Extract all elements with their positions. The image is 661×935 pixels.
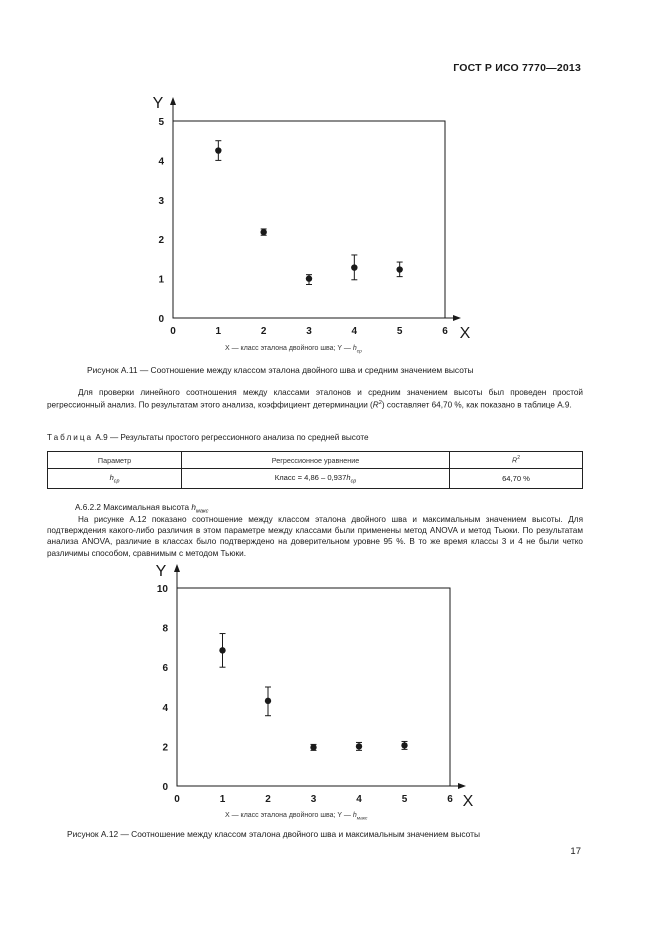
figure-a12-data-point — [310, 744, 316, 750]
figure-a12-x-tick-label: 0 — [174, 794, 180, 805]
figure-a11-data-point — [306, 275, 312, 281]
figure-a11-y-tick-label: 0 — [158, 314, 164, 325]
section-text: На рисунке А.12 показано соотношение между классом эталона двойного шва и максимальным значением высоты. Для подтверждения какого-либо различия в этом параметре между классами были применены метод ANOVA и метод Тьюки. По результатам анализа ANOVA, различие в классах было подтверждено на доверительном уровне 95 %. В то же время классы 3 и 4 не были четко различимы способом, сравнимым с методом Тьюки. — [47, 515, 583, 558]
figure-a12-x-tick-label: 2 — [265, 794, 271, 805]
section-heading: А.6.2.2 Максимальная высота $h_{макс}$ — [75, 503, 209, 515]
figure-a12-x-axis-arrow — [458, 783, 466, 789]
figure-a12-y-tick-label: 2 — [162, 742, 168, 754]
page-number: 17 — [570, 846, 581, 857]
figure-a12-y-axis-arrow — [174, 564, 180, 572]
figure-a11-y-tick-label: 5 — [158, 117, 164, 128]
figure-a12-x-axis-label: X — [462, 793, 474, 810]
figure-a12-y-tick-label: 10 — [156, 584, 168, 595]
figure-a12-data-point — [356, 743, 362, 749]
figure-a11-x-tick-label: 0 — [170, 326, 176, 337]
cell-r-squared: 64,70 % — [450, 469, 583, 489]
figure-a12-y-tick-label: 6 — [162, 663, 168, 675]
figure-a12-y-axis-label: Y — [155, 563, 167, 580]
table-row — [48, 469, 583, 489]
figure-a11-data-point — [351, 264, 357, 270]
table-header-row — [48, 452, 583, 469]
header-r-squared: $R^2$ — [450, 452, 583, 469]
figure-a11-x-tick-label: 3 — [306, 326, 312, 337]
cell-equation: Класс = $4,86 - 0,937h_{cp}$ — [182, 469, 450, 489]
figure-a11-plot-frame — [173, 121, 445, 318]
document-standard-header: ГОСТ Р ИСО 7770—2013 — [453, 62, 581, 74]
figure-a11-chart — [140, 88, 485, 346]
figure-a11-caption: Рисунок А.11 — Соотношение между классом эталона двойного шва и средним значением высоты — [87, 365, 474, 375]
figure-a12-plot — [156, 563, 474, 810]
figure-a11-data-point — [260, 229, 266, 235]
figure-a11-x-tick-label: 1 — [215, 326, 222, 337]
regression-paragraph: Для проверки линейного соотношения между классами эталонов и средним значением высоты был проведен простой регрессионный анализ. По результатам этого анализа, коэффициент детерминации $(R^2)$ составляет 64,70 %, как показано в таблице А.9. — [47, 388, 583, 410]
figure-a12-data-point — [265, 698, 271, 704]
figure-a11-x-axis-label: X — [459, 325, 471, 342]
figure-a12-y-tick-label: 0 — [162, 782, 168, 793]
figure-a11-x-axis-arrow — [453, 315, 461, 321]
figure-a11-x-tick-label: 4 — [351, 326, 358, 337]
figure-a11-y-axis-arrow — [170, 97, 176, 105]
figure-a12-axis-caption: X — класс эталона двойного шва; Y — $h_{макс}$ — [225, 812, 368, 822]
figure-a11-y-tick-label: 3 — [158, 195, 164, 207]
figure-a12-chart — [145, 558, 485, 812]
cell-parameter: $h_{cp}$ — [48, 469, 182, 489]
figure-a12-x-tick-label: 3 — [310, 794, 317, 805]
figure-a11-data-point — [396, 266, 402, 272]
header-parameter: Параметр — [48, 452, 182, 469]
figure-a11-plot — [153, 95, 471, 342]
figure-a12-x-tick-label: 1 — [219, 794, 226, 805]
figure-a12-data-point — [219, 647, 225, 653]
figure-a11-y-tick-label: 2 — [158, 235, 164, 247]
figure-a11-y-axis-label: Y — [152, 95, 164, 112]
table-a9-title: Таблица А.9 — Результаты простого регрессионного анализа по средней высоте — [47, 433, 369, 442]
figure-a11-x-tick-label: 2 — [260, 326, 267, 337]
figure-a11-data-point — [215, 147, 221, 153]
figure-a12-plot-frame — [177, 588, 450, 786]
figure-a11-y-tick-label: 1 — [158, 274, 164, 286]
figure-a11-y-tick-label: 4 — [158, 156, 164, 168]
figure-a11-axis-caption: X — класс эталона двойного шва; Y — $h_{cp}$ — [225, 345, 362, 355]
figure-a12-x-tick-label: 4 — [356, 794, 362, 805]
figure-a11-x-tick-label: 5 — [396, 326, 403, 337]
figure-a12-caption: Рисунок А.12 — Соотношение между классом эталона двойного шва и максимальным значением высоты — [67, 829, 481, 839]
figure-a12-y-tick-label: 8 — [162, 623, 168, 635]
figure-a12-data-point — [401, 742, 407, 748]
figure-a12-y-tick-label: 4 — [162, 702, 168, 714]
table-a9 — [47, 451, 583, 489]
figure-a11-x-tick-label: 6 — [442, 326, 448, 337]
figure-a12-x-tick-label: 5 — [401, 794, 408, 805]
header-regression-equation: Регрессионное уравнение — [182, 452, 450, 469]
figure-a12-x-tick-label: 6 — [447, 794, 453, 805]
